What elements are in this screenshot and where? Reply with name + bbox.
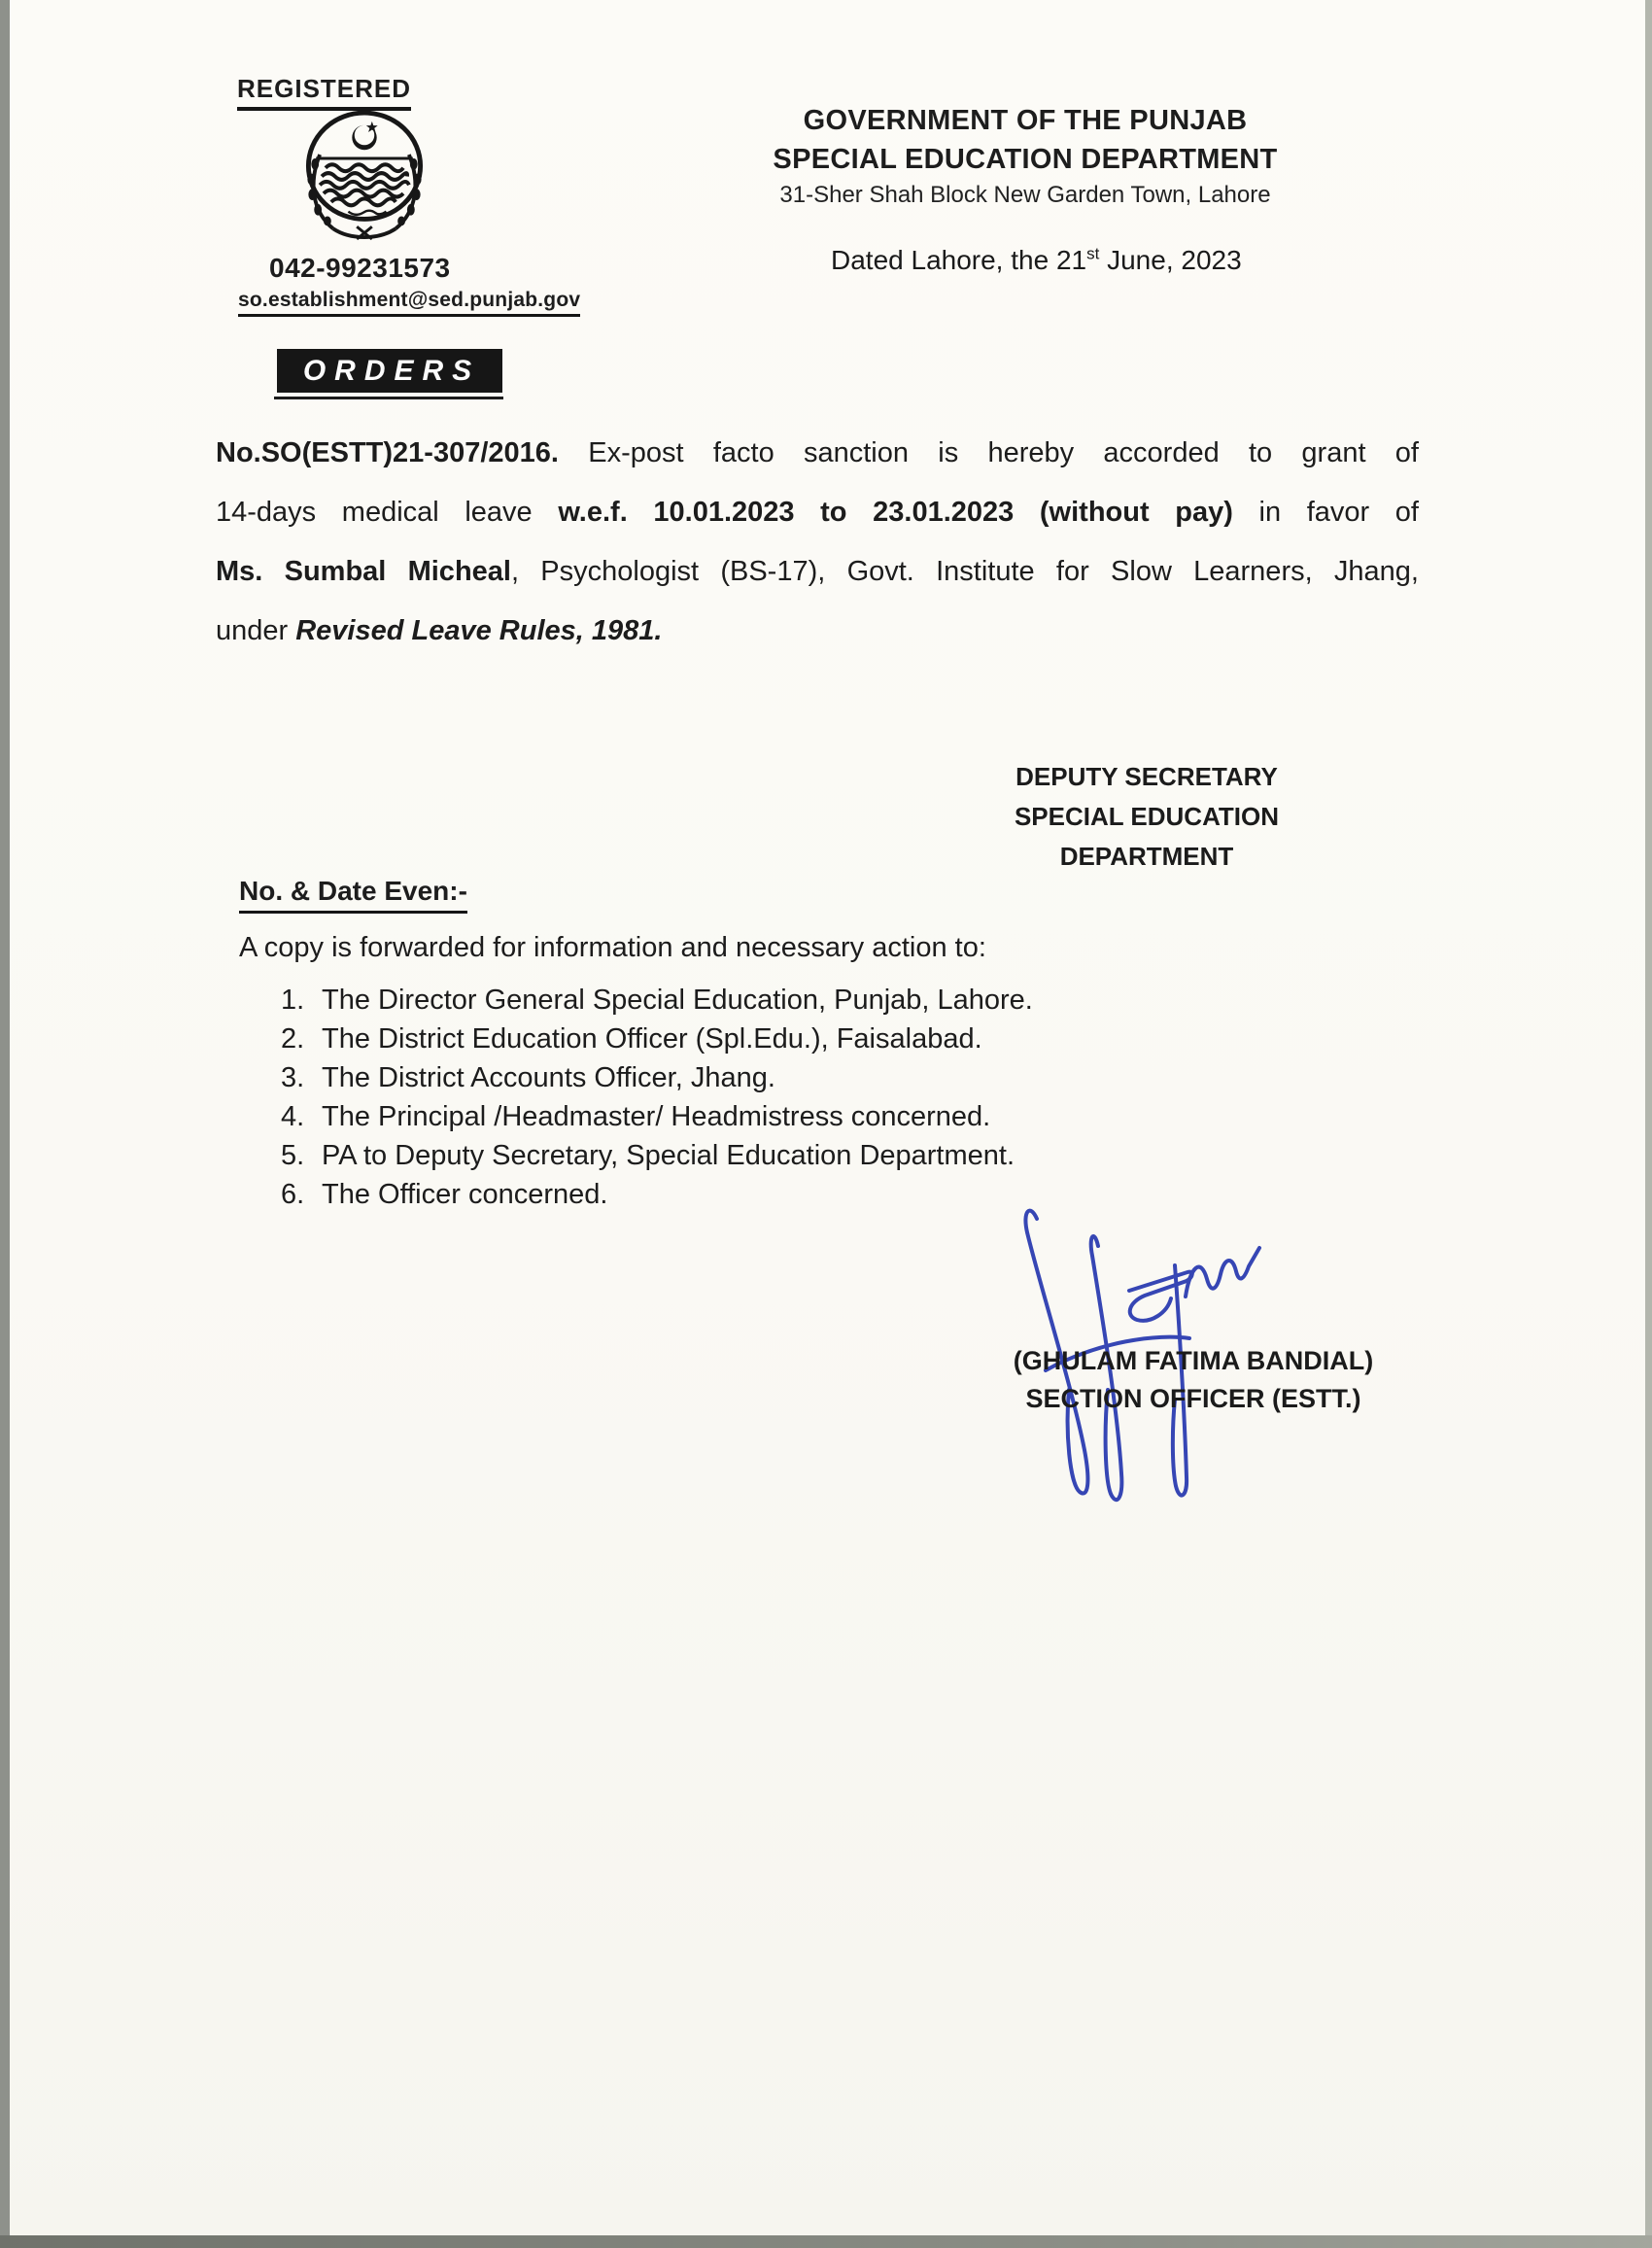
list-item-number: 6. (281, 1179, 305, 1210)
date-suffix: June, 2023 (1099, 245, 1242, 275)
officer-name: Ms. Sumbal Micheal (216, 556, 511, 587)
scan-edge-bottom (0, 2235, 1652, 2248)
department-title: SPECIAL EDUCATION DEPARTMENT (773, 144, 1278, 175)
order-text: , Psychologist (BS-17), Govt. Institute for Slow Learners, Jhang, (510, 556, 1419, 587)
list-item (281, 1063, 1033, 1092)
list-item-text: The Director General Special Education, Punjab, Lahore. (322, 985, 1033, 1016)
signatory-line: SPECIAL EDUCATION (1014, 802, 1280, 831)
list-item-number: 2. (281, 1023, 305, 1055)
scan-edge-left (0, 0, 10, 2248)
signatory-line: DEPUTY SECRETARY (1015, 762, 1278, 791)
scan-edge-right (1645, 0, 1652, 2248)
email-address: so.establishment@sed.punjab.gov (238, 289, 580, 317)
list-item (281, 1141, 1033, 1170)
registered-label: REGISTERED (237, 74, 411, 111)
reference-number: No.SO(ESTT)21-307/2016. (216, 437, 559, 468)
orders-banner: ORDERS (277, 349, 502, 393)
order-paragraph-line (216, 483, 1419, 542)
date-line (831, 245, 1242, 276)
punjab-crest-logo (284, 109, 445, 247)
order-paragraph (216, 424, 1419, 661)
department-address: 31-Sher Shah Block New Garden Town, Lahore (779, 182, 1271, 208)
list-item-text: The Principal /Headmaster/ Headmistress concerned. (322, 1101, 991, 1132)
government-title: GOVERNMENT OF THE PUNJAB (803, 105, 1248, 136)
signatory-name: (GHULAM FATIMA BANDIAL) (1013, 1346, 1374, 1375)
signatory-title: SECTION OFFICER (ESTT.) (1025, 1384, 1361, 1413)
signatory-designation (1001, 757, 1292, 877)
number-date-even-heading: No. & Date Even:- (239, 876, 467, 914)
order-paragraph-line (216, 542, 1419, 602)
list-item (281, 1180, 1033, 1209)
letterhead (768, 105, 1283, 209)
list-item (281, 1024, 1033, 1054)
list-item-number: 3. (281, 1062, 305, 1093)
date-prefix: Dated Lahore, the 21 (831, 245, 1087, 275)
list-item-text: The District Accounts Officer, Jhang. (322, 1062, 775, 1093)
list-item-number: 5. (281, 1140, 305, 1171)
date-ordinal: st (1086, 244, 1100, 263)
signatory-line: DEPARTMENT (1059, 842, 1234, 871)
copy-forwarded-intro: A copy is forwarded for information and necessary action to: (239, 932, 986, 963)
signature-name-block (989, 1342, 1397, 1418)
orders-banner-underline (274, 397, 503, 399)
list-item-text: PA to Deputy Secretary, Special Education Department. (322, 1140, 1015, 1171)
rules-reference: Revised Leave Rules, 1981. (295, 615, 663, 646)
list-item-text: The District Education Officer (Spl.Edu.), Faisalabad. (322, 1023, 982, 1055)
order-text: 14-days medical leave (216, 497, 559, 528)
distribution-list (281, 986, 1033, 1219)
list-item-number: 4. (281, 1101, 305, 1132)
order-text: Ex-post facto sanction is hereby accorded to grant of (558, 437, 1419, 468)
list-item (281, 1102, 1033, 1131)
list-item-number: 1. (281, 985, 305, 1016)
order-paragraph-line (216, 424, 1419, 483)
order-paragraph-line (216, 602, 1419, 661)
leave-dates: w.e.f. 10.01.2023 to 23.01.2023 (without pay) (558, 497, 1233, 528)
list-item (281, 986, 1033, 1015)
order-text: in favor of (1232, 497, 1419, 528)
order-text: under (216, 615, 296, 646)
phone-number: 042-99231573 (269, 253, 451, 283)
list-item-text: The Officer concerned. (322, 1179, 608, 1210)
